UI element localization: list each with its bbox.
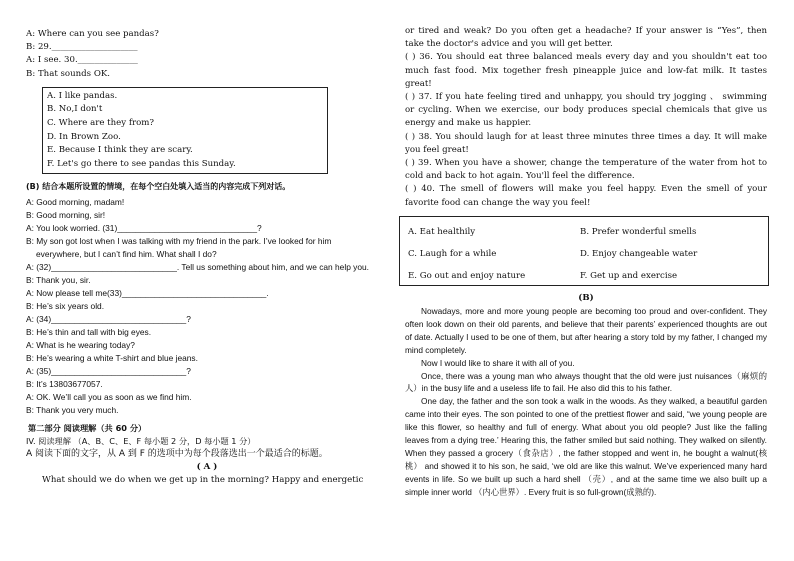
dialog-line: B: Thank you, sir.	[26, 274, 91, 285]
option-item: D. Enjoy changeable water	[580, 248, 698, 259]
heading-options-box	[399, 216, 769, 286]
dialog-line: B: He’s wearing a white T-shirt and blue jeans.	[26, 352, 198, 363]
option-item: C. Laugh for a while	[408, 248, 497, 259]
passage-a-label: ( A )	[196, 461, 218, 472]
passage-b	[405, 305, 767, 499]
passage-a-text: or tired and weak? Do you often get a headache? If your answer is “Yes”, then take the doctor's advice and you will get better.	[405, 26, 767, 50]
left-column	[26, 28, 388, 487]
passage-b-label: (B)	[578, 292, 594, 303]
question-37: ( ) 37. If you hate feeling tired and unhappy, you should try jogging 、 swimming or cycling. When we exercise, our body produces special chemicals that give us energy and make us happier.	[405, 92, 767, 129]
dialog-line: B: Good morning, sir!	[26, 209, 106, 220]
dialog-line: A: Good morning, madam!	[26, 196, 125, 207]
question-39: ( ) 39. When you have a shower, change the temperature of the water from hot to cold and back to hot again. You'll feel the difference.	[405, 158, 767, 182]
option-item: F. Let's go there to see pandas this Sunday.	[47, 158, 236, 169]
dialog-line: A: OK. We’ll call you as soon as we find him.	[26, 391, 192, 402]
dialog-line: A: (32)___________________________. Tell us something about him, and we can help you.	[26, 261, 370, 272]
option-item: D. In Brown Zoo.	[47, 131, 121, 142]
paragraph: Nowadays, more and more young people are becoming too proud and over-confident. They often look down on their old parents, and believe that their parents’ experienced thoughts are out of date. Actually I used to be one of them, but after hearing a story told by my father, I changed my mind completely.	[405, 306, 767, 355]
dialog-line: A: (35)_____________________________?	[26, 365, 191, 376]
paragraph: One day, the father and the son took a walk in the woods. As they walked, a beautiful garden came into their eyes. The son pointed to one of the prettiest flower and said, “we young people are like this flower, so healthy and full of energy. What about you old people? Just like the falling leaves from a dying tree.’ Hearing this, the father smiled but said nothing. They walked on silently. When they passed a grocery（食杂店）, the father stopped and went in, he bought a walnut(核桃） and showed it to his son, he said, ‘we old are like this walnut. We’ve experienced many hard events in life. So we built up such a hard shell （壳）, and at the same time we also built up a simple inner world （内心世界）. Every fruit is so full-grown(成熟的).	[405, 396, 767, 497]
dialog-line: B: It’s 13803677057.	[26, 378, 103, 389]
dialog-line: A: Now please tell me(33)_______________________________.	[26, 287, 269, 298]
reading-header: IV. 阅读理解 （A、B、C、E、F 每小题 2 分，D 每小题 1 分）	[26, 435, 256, 446]
section-b-instruction: (B) 结合本题所设置的情境，在每个空白处填入适当的内容完成下列对话。	[26, 182, 291, 192]
dialog-line: A: (34)_____________________________?	[26, 313, 191, 324]
option-item: E. Because I think they are scary.	[47, 145, 193, 156]
option-item: E. Go out and enjoy nature	[408, 270, 526, 281]
passage-a-first-line: What should we do when we get up in the morning? Happy and energetic	[42, 475, 364, 486]
reading-instruction: A 阅读下面的文字，从 A 到 F 的选项中为每个段落选出一个最适合的标题。	[26, 448, 328, 459]
paragraph: Now I would like to share it with all of you.	[421, 357, 575, 368]
dialog-b	[26, 196, 388, 417]
question-38: ( ) 38. You should laugh for at least three minutes three times a day. It will make you feel great!	[405, 131, 767, 155]
dialog-line: B: He’s thin and tall with big eyes.	[26, 326, 152, 337]
dialog-line: B: Thank you very much.	[26, 404, 119, 415]
dialog-line: A: I see. 30.______________	[26, 55, 138, 66]
option-item: A. I like pandas.	[47, 90, 118, 101]
dialog-line: everywhere, but I can’t find him. What shall I do?	[36, 248, 217, 259]
option-item: F. Get up and exercise	[580, 270, 678, 281]
option-item: A. Eat healthily	[408, 226, 476, 237]
dialog-line: A: Where can you see pandas?	[26, 29, 159, 39]
dialog-line: A: What is he wearing today?	[26, 339, 135, 350]
dialog-line: B: 29.____________________	[26, 42, 138, 53]
dialog-line: B: He’s six years old.	[26, 300, 105, 311]
paragraph: Once, there was a young man who always thought that the old were just nuisances（麻烦的人）in the busy life and a useless life to fail. He also did this to his father.	[405, 370, 767, 394]
question-36: ( ) 36. You should eat three balanced meals every day and you shouldn't eat too much fast food. Mix together fresh pineapple juice and low-fat milk. It tastes great!	[405, 52, 767, 89]
question-40: ( ) 40. The smell of flowers will make you feel happy. Even the smell of your favorite food can change the way you feel!	[405, 184, 767, 208]
option-item: B. No,I don't	[47, 104, 103, 115]
dialog-line: B: That sounds OK.	[26, 68, 111, 79]
dialog-line: B: My son got lost when I was talking with my friend in the park. I’ve looked for him	[26, 235, 332, 246]
option-item: C. Where are they from?	[47, 118, 155, 128]
dialog-a	[26, 28, 388, 81]
dialog-line: A: You look worried. (31)______________________________?	[26, 222, 262, 233]
right-column	[405, 25, 767, 499]
part-two-title: 第二部分 阅读理解（共 60 分）	[28, 422, 147, 433]
option-item: B. Prefer wonderful smells	[580, 226, 697, 237]
answer-options-box	[42, 87, 328, 175]
